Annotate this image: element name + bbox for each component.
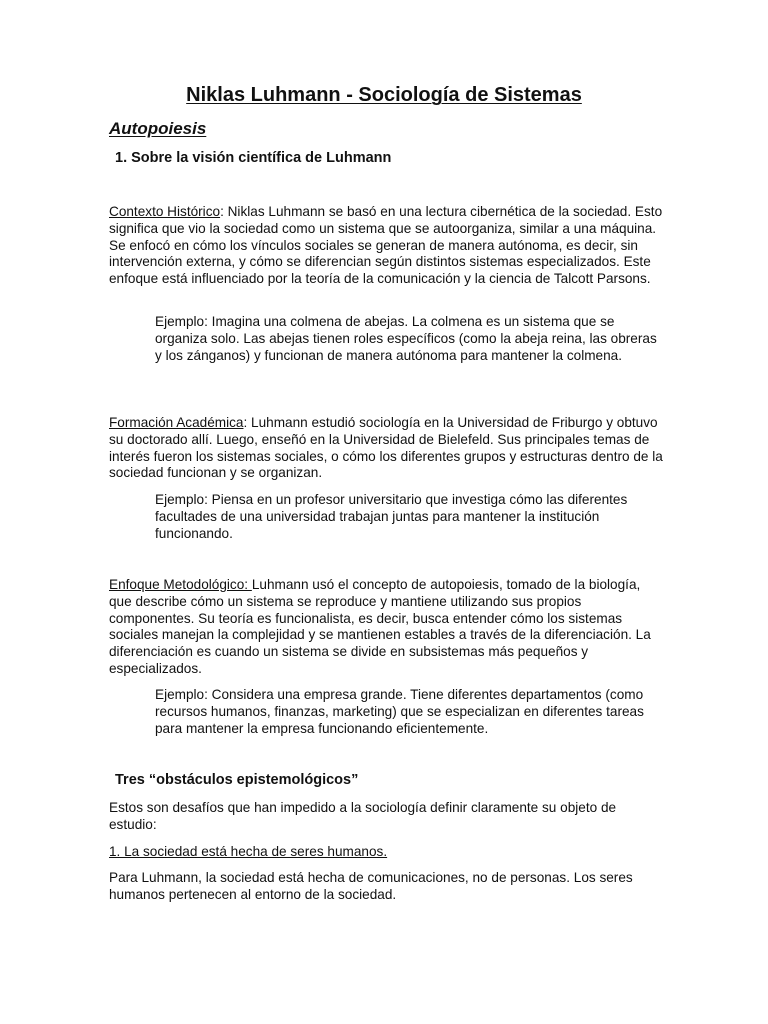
lead-formacion-academica: Formación Académica xyxy=(109,415,244,430)
document-title: Niklas Luhmann - Sociología de Sistemas xyxy=(186,84,582,106)
document-subtitle: Autopoiesis xyxy=(109,119,207,138)
lead-enfoque-metodologico: Enfoque Metodológico: xyxy=(109,577,252,592)
text-contexto-historico: : Niklas Luhmann se basó en una lectura cibernética de la sociedad. Esto significa que vio la sociedad como un sistema que se autoorganiza, similar a una máquina. Se enfocó en cómo los vínculos sociales se generan de manera autónoma, es decir, sin intervención externa, y cómo se diferencian según distintos sistemas especializados. Este enfoque está influenciado por la teoría de la comunicación y la ciencia de Talcott Parsons. xyxy=(109,204,663,287)
section-heading-obstaculos: Tres “obstáculos epistemológicos” xyxy=(115,772,359,788)
text-enfoque-metodologico: Luhmann usó el concepto de autopoiesis, tomado de la biología, que describe cómo un sistema se reproduce y mantiene utilizando sus propios componentes. Su teoría es funcionalista, es decir, busca entender cómo los sistemas sociales manejan la complejidad y se mantienen estables a través de la diferenciación. La diferenciación es cuando un sistema se divide en subsistemas más pequeños y especializados. xyxy=(109,577,651,676)
obstacle-1-heading: 1. La sociedad está hecha de seres humanos. xyxy=(109,844,388,859)
section-heading-vision: 1. Sobre la visión científica de Luhmann xyxy=(115,150,392,166)
lead-contexto-historico: Contexto Histórico xyxy=(109,204,221,219)
text-formacion-academica: : Luhmann estudió sociología en la Universidad de Friburgo y obtuvo su doctorado allí. Luego, enseñó en la Universidad de Bielefeld. Sus principales temas de interés fueron los sistemas sociales, o cómo los diferentes grupos y estructuras dentro de la sociedad funcionan y se organizan. xyxy=(109,415,663,481)
paragraph-obstacle-1: Para Luhmann, la sociedad está hecha de comunicaciones, no de personas. Los seres humanos pertenecen al entorno de la sociedad. xyxy=(109,870,633,902)
example-profesor: Ejemplo: Piensa en un profesor universitario que investiga cómo las diferentes facultades de una universidad trabajan juntas para mantener la institución funcionando. xyxy=(155,492,628,541)
paragraph-obstaculos-intro: Estos son desafíos que han impedido a la sociología definir claramente su objeto de estudio: xyxy=(109,800,617,832)
paragraph-formacion-academica xyxy=(109,415,664,482)
example-colmena: Ejemplo: Imagina una colmena de abejas. La colmena es un sistema que se organiza solo. Las abejas tienen roles específicos (como la abeja reina, las obreras y los zánganos) y funcionan de manera autónoma para mantener la colmena. xyxy=(155,314,657,363)
paragraph-contexto-historico xyxy=(109,204,664,288)
example-empresa: Ejemplo: Considera una empresa grande. Tiene diferentes departamentos (como recursos humanos, finanzas, marketing) que se especializan en diferentes tareas para mantener la empresa funcionando eficientemente. xyxy=(155,687,644,736)
paragraph-enfoque-metodologico xyxy=(109,577,664,678)
